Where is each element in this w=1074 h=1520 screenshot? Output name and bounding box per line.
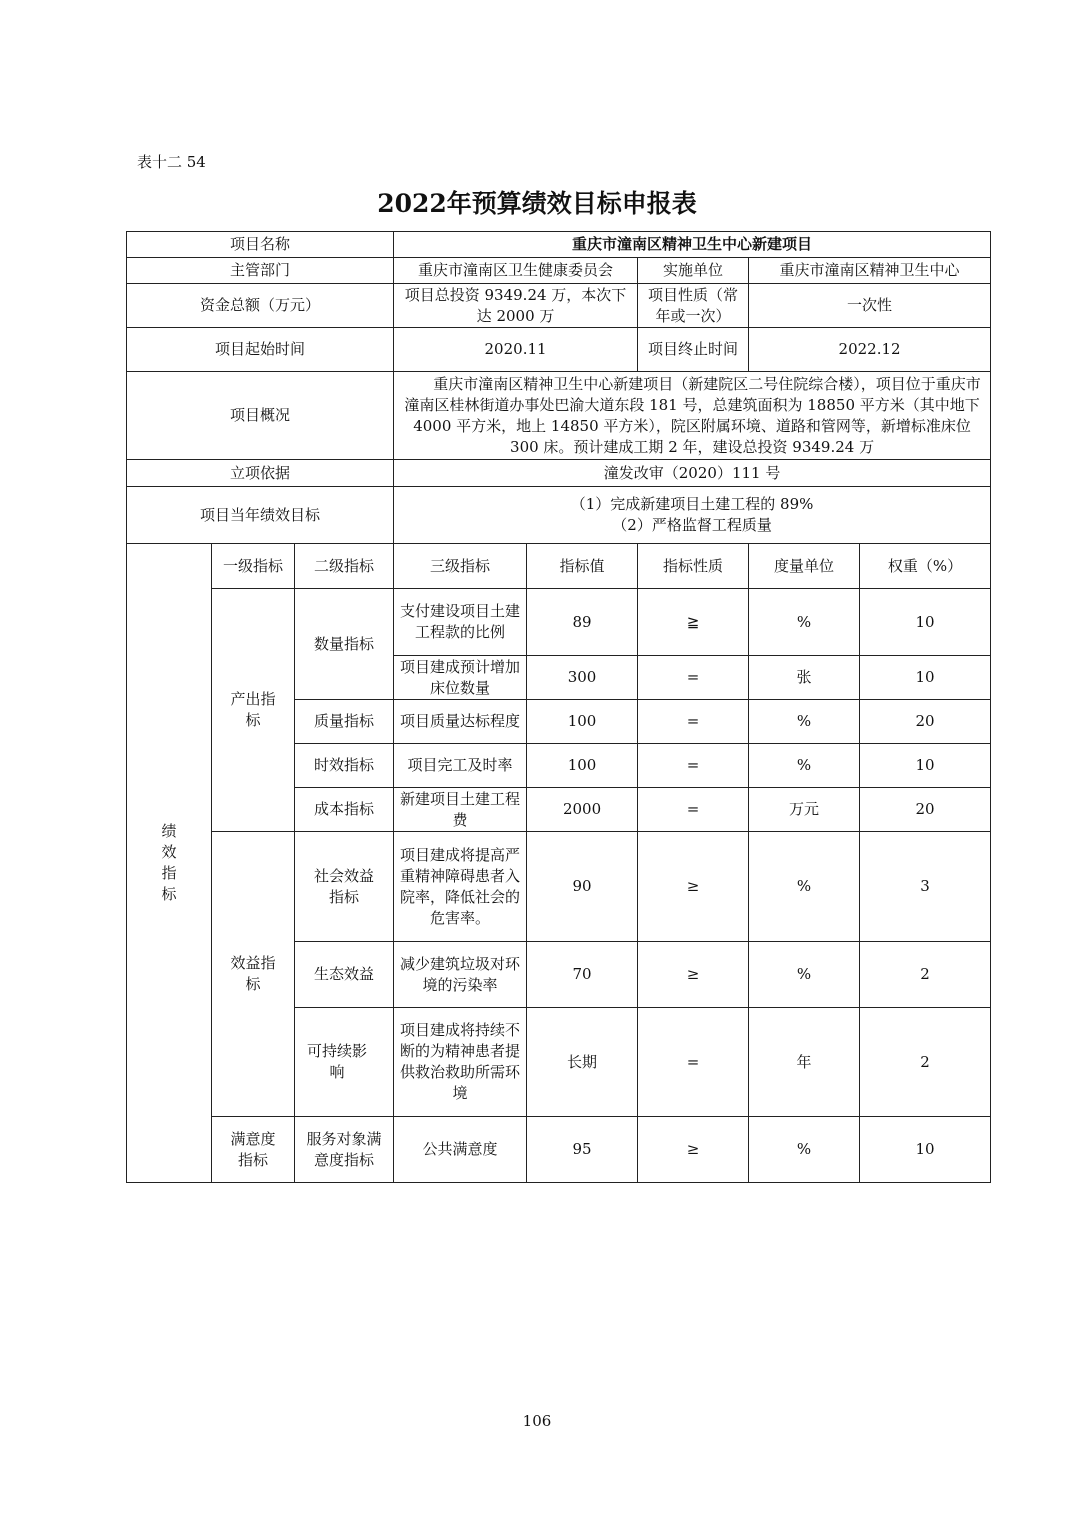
dept-value: 重庆市潼南区卫生健康委员会 [394,258,638,284]
nature-label: 项目性质（常年或一次） [638,284,749,328]
row-5-name: 新建项目土建工程费 [394,788,527,832]
level1-output: 产出指标 [212,589,295,832]
row-4-value: 100 [527,744,638,788]
perf-indicator-label: 绩效指标 [127,544,212,1183]
table-row [127,544,991,589]
row-3-nature: = [638,700,749,744]
header-nature: 指标性质 [638,544,749,589]
row-6-name: 项目建成将提高严重精神障碍患者入院率，降低社会的危害率。 [394,832,527,942]
row-3-name: 项目质量达标程度 [394,700,527,744]
row-7-weight: 2 [860,942,991,1008]
table-row [127,328,991,372]
row-7-name: 减少建筑垃圾对环境的污染率 [394,942,527,1008]
project-name-value: 重庆市潼南区精神卫生中心新建项目 [394,232,991,258]
fund-label: 资金总额（万元） [127,284,394,328]
goal-label: 项目当年绩效目标 [127,487,394,544]
table-row [127,372,991,460]
row-7-nature: ≥ [638,942,749,1008]
table-row [127,589,991,656]
row-4-name: 项目完工及时率 [394,744,527,788]
page-title: 2022年预算绩效目标申报表 [377,189,697,218]
row-8-value: 长期 [527,1008,638,1117]
goal-value [394,487,991,544]
start-label: 项目起始时间 [127,328,394,372]
row-2-name: 项目建成预计增加床位数量 [394,656,527,700]
level2-time: 时效指标 [295,744,394,788]
header-value: 指标值 [527,544,638,589]
row-1-weight: 10 [860,589,991,656]
level2-social: 社会效益指标 [295,832,394,942]
header-weight: 权重（%） [860,544,991,589]
table-row [127,232,991,258]
row-8-nature: = [638,1008,749,1117]
row-8-weight: 2 [860,1008,991,1117]
table-row [127,832,991,942]
start-value: 2020.11 [394,328,638,372]
header-level1: 一级指标 [212,544,295,589]
row-5-weight: 20 [860,788,991,832]
row-4-unit: % [749,744,860,788]
goal-item-1: （1）完成新建项目土建工程的 89% [570,495,814,513]
row-3-weight: 20 [860,700,991,744]
nature-value: 一次性 [749,284,991,328]
impl-value: 重庆市潼南区精神卫生中心 [749,258,991,284]
row-6-value: 90 [527,832,638,942]
table-row [127,284,991,328]
basis-label: 立项依据 [127,460,394,487]
row-2-value: 300 [527,656,638,700]
level2-eco: 生态效益 [295,942,394,1008]
row-9-nature: ≥ [638,1117,749,1183]
row-2-nature: = [638,656,749,700]
row-9-weight: 10 [860,1117,991,1183]
row-4-nature: = [638,744,749,788]
level1-satisfaction: 满意度指标 [212,1117,295,1183]
row-9-name: 公共满意度 [394,1117,527,1183]
table-row [127,1117,991,1183]
page-number: 106 [522,1412,552,1430]
goal-item-2: （2）严格监督工程质量 [612,516,772,534]
basis-value: 潼发改审（2020）111 号 [394,460,991,487]
level1-benefit: 效益指标 [212,832,295,1117]
row-2-weight: 10 [860,656,991,700]
row-7-value: 70 [527,942,638,1008]
header-level2: 二级指标 [295,544,394,589]
budget-performance-table [126,231,991,1183]
level2-quantity: 数量指标 [295,589,394,700]
overview-value: 重庆市潼南区精神卫生中心新建项目（新建院区二号住院综合楼），项目位于重庆市潼南区桂林街道办事处巴渝大道东段 181 号，总建筑面积为 18850 平方米（其中地下 4000 平方米，地上 14850 平方米），院区附属环境、道路和管网等，新增标准床位 300 床。预计建成工期 2 年，建设总投资 9349.24 万 [394,372,991,460]
row-2-unit: 张 [749,656,860,700]
project-name-label: 项目名称 [127,232,394,258]
row-9-value: 95 [527,1117,638,1183]
row-6-unit: % [749,832,860,942]
row-6-nature: ≥ [638,832,749,942]
row-5-value: 2000 [527,788,638,832]
end-value: 2022.12 [749,328,991,372]
table-number-label: 表十二 54 [137,153,206,171]
fund-value: 项目总投资 9349.24 万，本次下达 2000 万 [394,284,638,328]
overview-label: 项目概况 [127,372,394,460]
row-1-name: 支付建设项目土建工程款的比例 [394,589,527,656]
row-8-unit: 年 [749,1008,860,1117]
row-7-unit: % [749,942,860,1008]
level2-service: 服务对象满意度指标 [295,1117,394,1183]
header-unit: 度量单位 [749,544,860,589]
row-8-name: 项目建成将持续不断的为精神患者提供救治救助所需环境 [394,1008,527,1117]
table-row [127,460,991,487]
row-5-nature: = [638,788,749,832]
impl-label: 实施单位 [638,258,749,284]
row-1-value: 89 [527,589,638,656]
level2-cost: 成本指标 [295,788,394,832]
row-1-nature: ≧ [638,589,749,656]
level2-quality: 质量指标 [295,700,394,744]
row-4-weight: 10 [860,744,991,788]
dept-label: 主管部门 [127,258,394,284]
table-row [127,487,991,544]
row-1-unit: % [749,589,860,656]
header-level3: 三级指标 [394,544,527,589]
row-6-weight: 3 [860,832,991,942]
row-9-unit: % [749,1117,860,1183]
row-3-value: 100 [527,700,638,744]
row-5-unit: 万元 [749,788,860,832]
end-label: 项目终止时间 [638,328,749,372]
row-3-unit: % [749,700,860,744]
level2-sustain: 可持续影响 [295,1008,394,1117]
table-row [127,258,991,284]
